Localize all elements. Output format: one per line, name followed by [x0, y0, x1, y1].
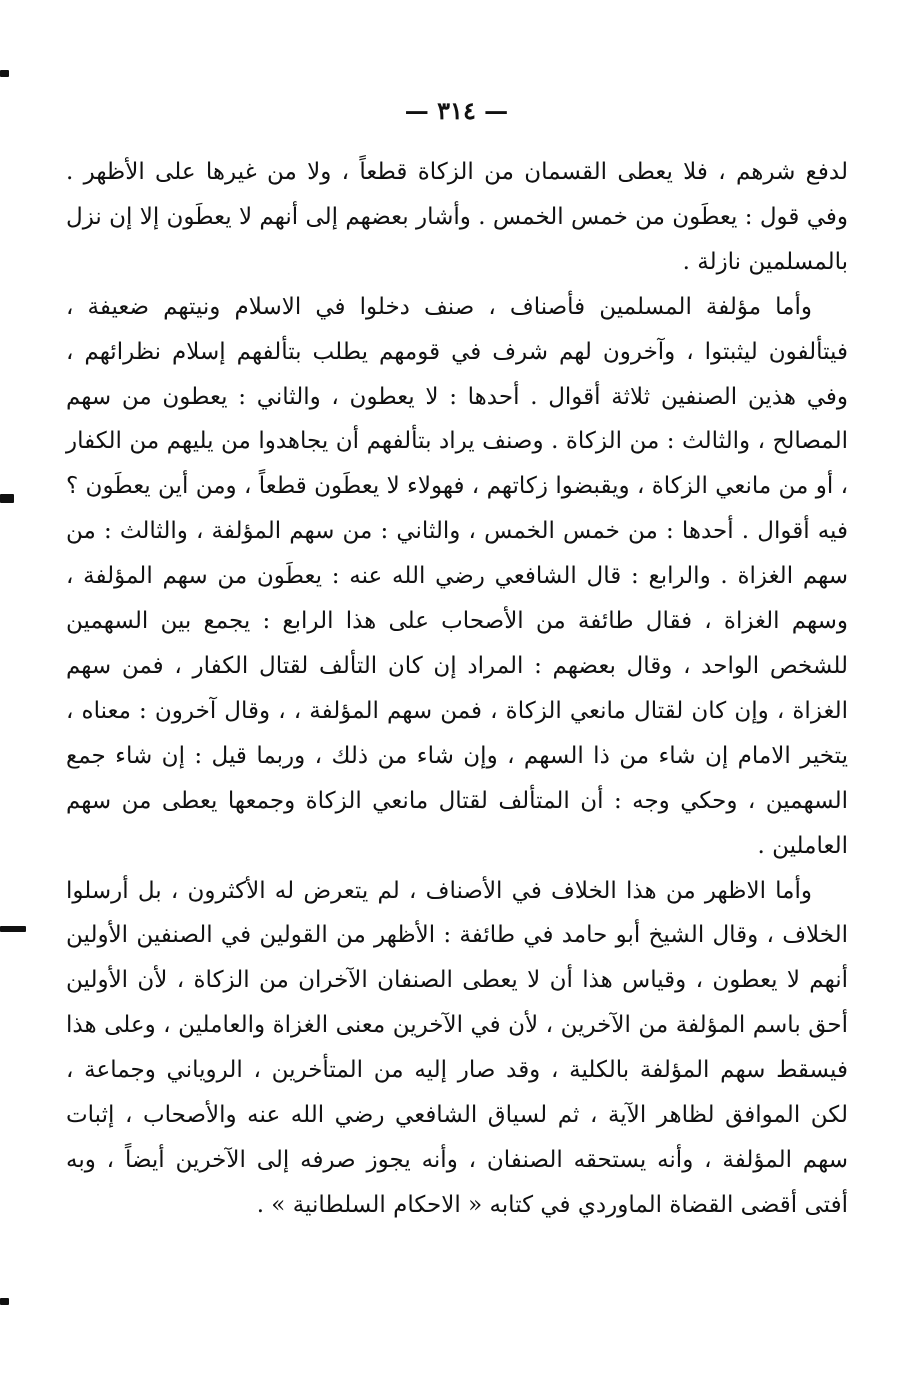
- scan-edge-mark: [0, 70, 9, 77]
- paragraph: وأما مؤلفة المسلمين فأصناف ، صنف دخلوا في الاسلام ونيتهم ضعيفة ، فيتألفون ليثبتوا ، وآخرون لهم شرف في قومهم يطلب بتألفهم إسلام نظرائهم ، وفي هذين الصنفين ثلاثة أقوال . أحدها : لا يعطون ، والثاني : يعطون من سهم المصالح ، والثالث : من الزكاة . وصنف يراد بتألفهم أن يجاهدوا من يليهم من الكفار ، أو من مانعي الزكاة ، ويقبضوا زكاتهم ، فهولاء لا يعطَون قطعاً ، ومن أين يعطَون ؟ فيه أقوال . أحدها : من خمس الخمس ، والثاني : من سهم المؤلفة ، والثالث : من سهم الغزاة . والرابع : قال الشافعي رضي الله عنه : يعطَون من سهم المؤلفة ، وسهم الغزاة ، فقال طائفة من الأصحاب على هذا الرابع : يجمع بين السهمين للشخص الواحد ، وقال بعضهم : المراد إن كان التألف لقتال الكفار ، فمن سهم الغزاة ، وإن كان لقتال مانعي الزكاة ، فمن سهم المؤلفة ، ، وقال آخرون : معناه ، يتخير الامام إن شاء من ذا السهم ، وإن شاء من ذلك ، وربما قيل : إن شاء جمع السهمين ، وحكي وجه : أن المتألف لقتال مانعي الزكاة وجمعها يعطى من سهم العاملين .: [66, 293, 848, 859]
- scan-edge-mark: [0, 926, 26, 932]
- scan-edge-mark: [0, 1298, 9, 1305]
- body-text: [66, 150, 848, 1228]
- paragraph: وأما الاظهر من هذا الخلاف في الأصناف ، لم يتعرض له الأكثرون ، بل أرسلوا الخلاف ، وقال الشيخ أبو حامد في طائفة : الأظهر من القولين في الصنفين الأولين أنهم لا يعطون ، وقياس هذا أن لا يعطى الصنفان الآخران من الزكاة ، لأن الأولين أحق باسم المؤلفة من الآخرين ، لأن في الآخرين معنى الغزاة والعاملين ، وعلى هذا فيسقط سهم المؤلفة بالكلية ، وقد صار إليه من المتأخرين ، الروياني وجماعة ، لكن الموافق لظاهر الآية ، ثم لسياق الشافعي رضي الله عنه والأصحاب ، إثبات سهم المؤلفة ، وأنه يستحقه الصنفان ، وأنه يجوز صرفه إلى الآخرين أيضاً ، وبه أفتى أقضى القضاة الماوردي في كتابه « الاحكام السلطانية » .: [66, 877, 849, 1218]
- page-number: — ٣١٤ —: [404, 96, 509, 125]
- paragraph: لدفع شرهم ، فلا يعطى القسمان من الزكاة قطعاً ، ولا من غيرها على الأظهر . وفي قول : يعطَون من خمس الخمس . وأشار بعضهم إلى أنهم لا يعطَون إلا إن نزل بالمسلمين نازلة .: [66, 159, 848, 275]
- scan-edge-mark: [0, 494, 14, 503]
